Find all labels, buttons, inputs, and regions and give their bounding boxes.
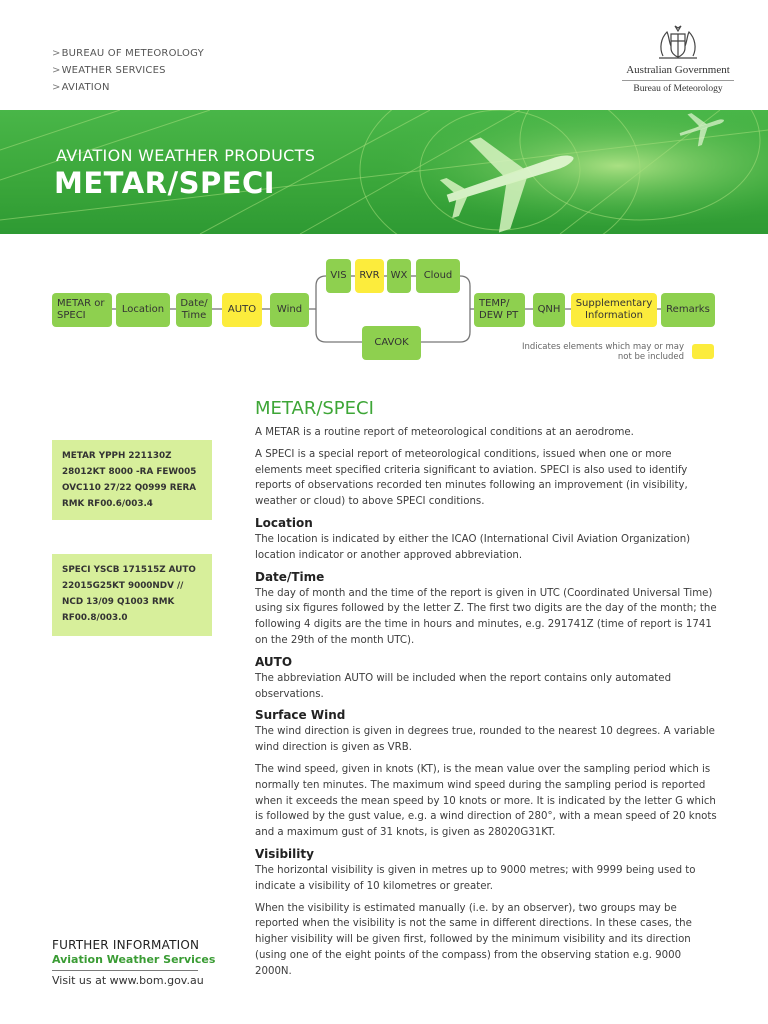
node-supplementary-information: Supplementary Information [571, 293, 657, 327]
node-remarks: Remarks [661, 293, 715, 327]
paragraph: The abbreviation AUTO will be included when the report contains only automated observations. [255, 672, 672, 700]
heading-surface-wind: Surface Wind [255, 708, 346, 723]
aviation-weather-services-link[interactable]: Aviation Weather Services [52, 953, 216, 966]
website-text: Visit us at www.bom.gov.au [52, 974, 204, 987]
agency-name: Bureau of Meteorology [633, 84, 723, 94]
heading-auto: AUTO [255, 654, 293, 669]
breadcrumb-item-bom[interactable]: >BUREAU OF METEOROLOGY [52, 48, 204, 59]
node-rvr: RVR [355, 259, 384, 293]
sample-line: SPECI YSCB 171515Z AUTO [62, 565, 196, 575]
banner-title: METAR/SPECI [54, 166, 276, 200]
paragraph: The horizontal visibility is given in metres up to 9000 metres; with 9999 being used to indicate a visibility of 10 kilometres or greater. [255, 864, 696, 892]
sample-line: METAR YPPH 221130Z [62, 451, 172, 461]
node-vis: VIS [326, 259, 351, 293]
heading-visibility: Visibility [255, 846, 314, 861]
section-title: METAR/SPECI [255, 398, 374, 419]
node-cloud: Cloud [416, 259, 460, 293]
sample-line: OVC110 27/22 Q0999 RERA [62, 483, 197, 493]
node-temp-dew-pt: TEMP/ DEW PT [474, 293, 525, 327]
node-auto: AUTO [222, 293, 262, 327]
paragraph: A METAR is a routine report of meteorological conditions at an aerodrome. [255, 427, 634, 438]
speci-sample-box [52, 554, 212, 636]
paragraph: A SPECI is a special report of meteorological conditions, issued when one or more elements meet specified criteria significant to aviation. SPECI is also used to identify reports of observations recorded ten minutes following an improvement (in visibility, weather or cloud) to above SPECI conditions. [255, 448, 688, 508]
node-wx: WX [387, 259, 411, 293]
legend-optional-swatch [692, 344, 714, 359]
node-metar-speci: METAR or SPECI [52, 293, 112, 327]
divider [52, 970, 198, 971]
heading-location: Location [255, 515, 313, 530]
coat-of-arms-icon [649, 22, 707, 62]
diagram-legend-text: Indicates elements which may or may not be included [521, 342, 684, 362]
breadcrumb-item-weather-services[interactable]: >WEATHER SERVICES [52, 65, 166, 76]
node-date-time: Date/ Time [176, 293, 212, 327]
paragraph: The day of month and the time of the report is given in UTC (Coordinated Universal Time) using six figures followed by the letter Z. The first two digits are the day of the month; the following 4 digits are the time in hours and minutes, e.g. 291741Z (time of report is 1741 on the 29th of the month UTC). [255, 587, 717, 646]
node-cavok: CAVOK [362, 326, 421, 360]
breadcrumb [52, 48, 204, 99]
paragraph: The wind direction is given in degrees true, rounded to the nearest 10 degrees. A variable wind direction is given as VRB. [255, 726, 715, 754]
main-content [255, 398, 717, 986]
paragraph: When the visibility is estimated manually (i.e. by an observer), two groups may be reported when the visibility is not the same in different directions. In these cases, the higher visibility will be given first, followed by the minimum visibility and its direction (using one of the eight points of the compass) from the observing station e.g. 9000 2000N. [255, 902, 692, 977]
sample-line: 22015G25KT 9000NDV // [62, 581, 184, 591]
sample-line: 28012KT 8000 -RA FEW005 [62, 467, 197, 477]
paragraph: The wind speed, given in knots (KT), is the mean value over the sampling period which is normally ten minutes. The maximum wind speed during the sampling period is reported when it exceeds the mean speed by 10 knots or more. It is indicated by the letter G which is followed by the gust value, e.g. a wind direction of 280°, with a mean speed of 20 knots and a maximum gust of 31 knots, is given as 28020G31KT. [255, 763, 717, 839]
banner-kicker: AVIATION WEATHER PRODUCTS [56, 146, 316, 165]
heading-date-time: Date/Time [255, 569, 325, 584]
government-logo [622, 22, 734, 94]
sample-line: RMK RF00.6/003.4 [62, 499, 153, 509]
breadcrumb-item-aviation[interactable]: >AVIATION [52, 82, 110, 93]
government-name: Australian Government [622, 64, 734, 81]
header-banner [0, 110, 768, 234]
further-information [52, 938, 215, 987]
sample-line: RF00.8/003.0 [62, 613, 128, 623]
metar-sample-box [52, 440, 212, 520]
paragraph: The location is indicated by either the ICAO (International Civil Aviation Organization) location indicator or another approved abbreviation. [255, 533, 691, 561]
node-qnh: QNH [533, 293, 565, 327]
node-wind: Wind [270, 293, 309, 327]
node-location: Location [116, 293, 170, 327]
sample-line: NCD 13/09 Q1003 RMK [62, 597, 175, 607]
further-information-heading: FURTHER INFORMATION [52, 938, 200, 952]
